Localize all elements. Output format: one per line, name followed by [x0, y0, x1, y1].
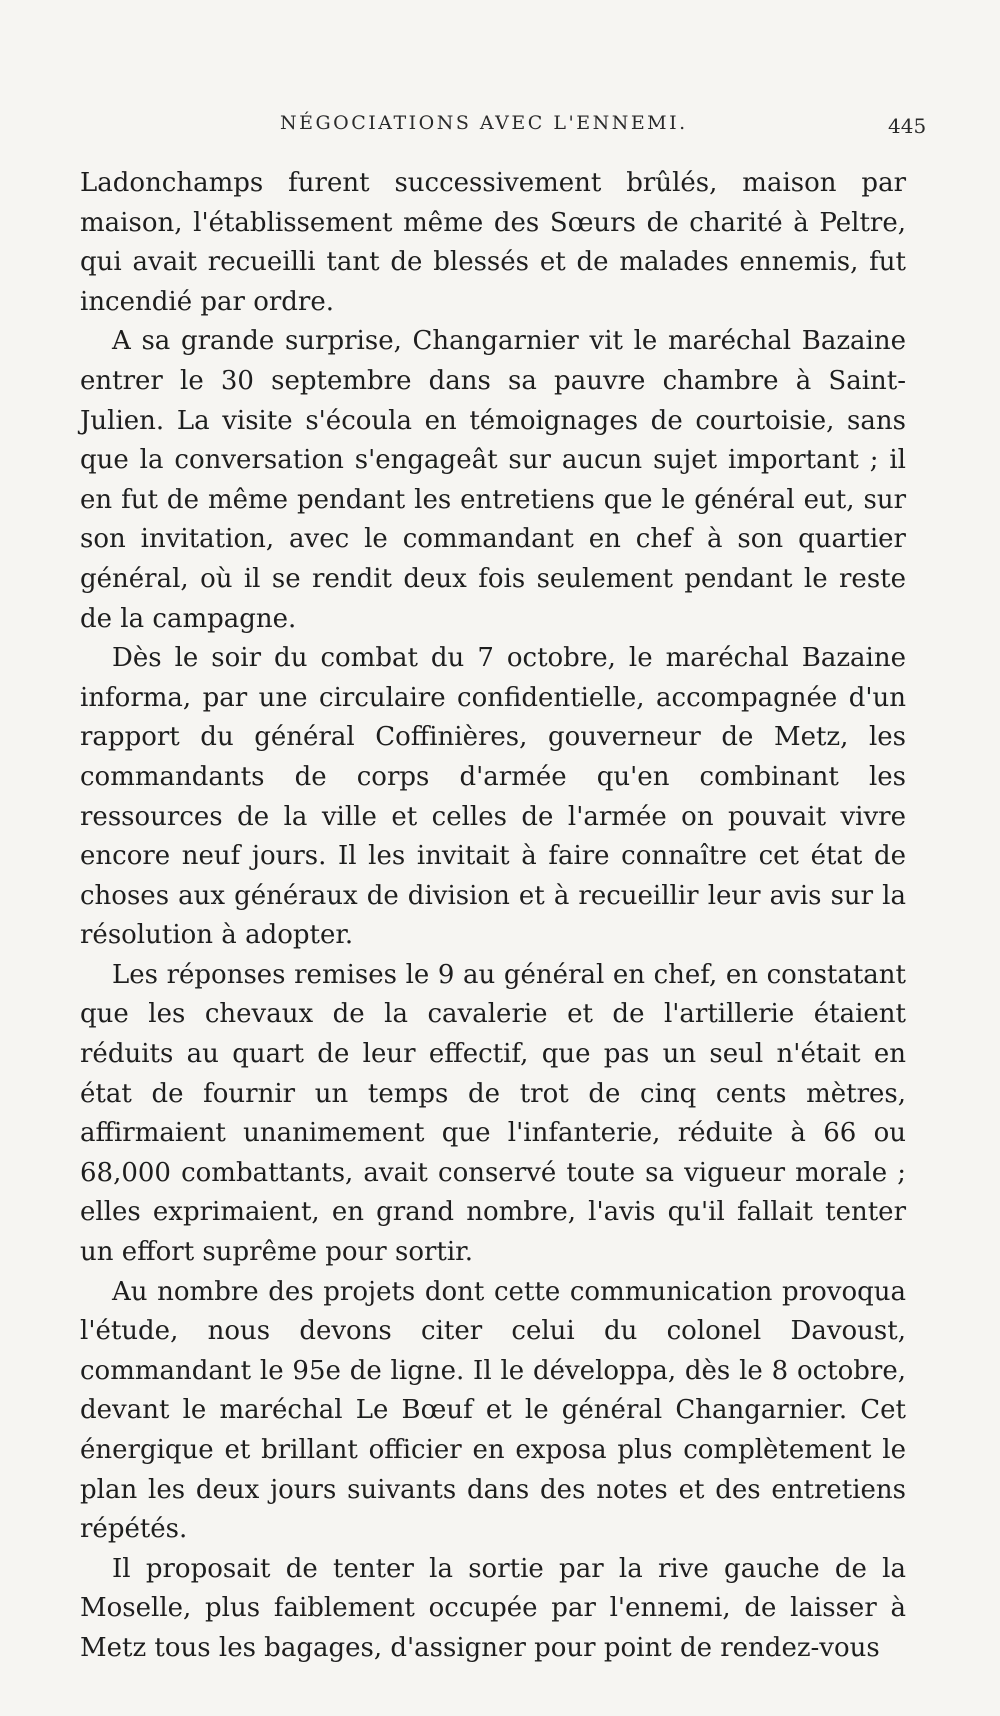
paragraph: A sa grande surprise, Changarnier vit le maréchal Bazaine entrer le 30 septembre dans sa pauvre chambre à Saint-Julien. La visite s'écoula en témoignages de courtoisie, sans que la conversation s'engageât sur aucun sujet important ; il en fut de même pendant les entretiens que le général eut, sur son invitation, avec le commandant en chef à son quartier général, où il se rendit deux fois seulement pendant le reste de la campagne.	[80, 326, 906, 634]
body-text	[80, 164, 906, 1669]
paragraph: Il proposait de tenter la sortie par la rive gauche de la Moselle, plus faiblement occupée par l'ennemi, de laisser à Metz tous les bagages, d'assigner pour point de rendez-vous	[80, 1553, 906, 1663]
paragraph: Dès le soir du combat du 7 octobre, le maréchal Bazaine informa, par une circulaire confidentielle, accompagnée d'un rapport du général Coffinières, gouverneur de Metz, les commandants de corps d'armée qu'en combinant les ressources de la ville et celles de l'armée on pouvait vivre encore neuf jours. Il les invitait à faire connaître cet état de choses aux généraux de division et à recueillir leur avis sur la résolution à adopter.	[80, 643, 906, 951]
paragraph: Les réponses remises le 9 au général en chef, en constatant que les chevaux de la cavalerie et de l'artillerie étaient réduits au quart de leur effectif, que pas un seul n'était en état de fournir un temps de trot de cinq cents mètres, affirmaient unanimement que l'infanterie, réduite à 66 ou 68,000 combattants, avait conservé toute sa vigueur morale ; elles exprimaient, en grand nombre, l'avis qu'il fallait tenter un effort suprême pour sortir.	[80, 959, 906, 1268]
paragraph: Ladonchamps furent successivement brûlés, maison par maison, l'établissement même des Sœurs de charité à Peltre, qui avait recueilli tant de blessés et de malades ennemis, fut incendié par ordre.	[80, 168, 906, 317]
running-title: NÉGOCIATIONS AVEC L'ENNEMI.	[280, 112, 688, 134]
page-number: 445	[888, 114, 927, 138]
paragraph: Au nombre des projets dont cette communication provoqua l'étude, nous devons citer celui du colonel Davoust, commandant le 95e de ligne. Il le développa, dès le 8 octobre, devant le maréchal Le Bœuf et le général Changarnier. Cet énergique et brillant officier en exposa plus complètement le plan les deux jours suivants dans des notes et des entretiens répétés.	[80, 1276, 906, 1545]
